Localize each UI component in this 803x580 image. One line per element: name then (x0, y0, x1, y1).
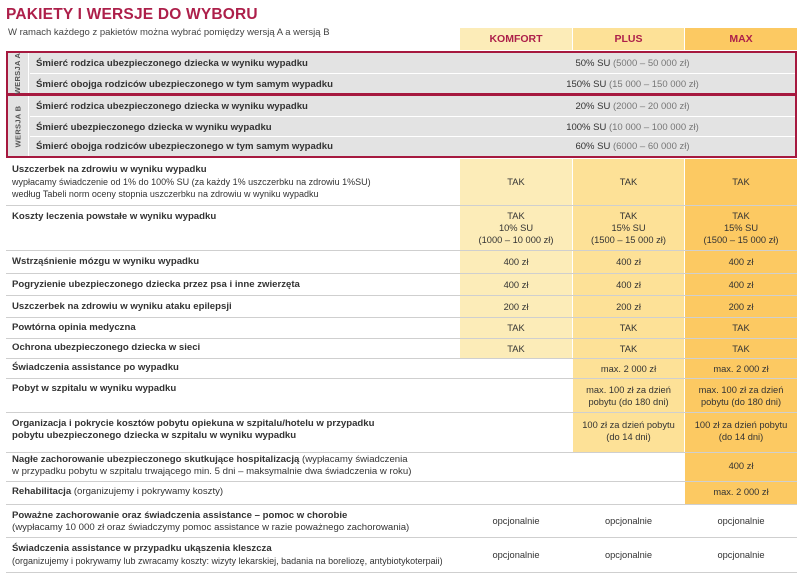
table-cell: opcjonalnie (717, 516, 765, 526)
table-cell: max. 2 000 zł (713, 487, 769, 497)
table-cell: TAK 10% SU (1000 – 10 000 zł) (478, 211, 554, 245)
row-title: Pobyt w szpitalu w wyniku wypadku (12, 383, 177, 394)
table-cell: 400 zł (503, 257, 529, 267)
table-cell: max. 100 zł za dzień pobytu (do 180 dni) (586, 384, 671, 407)
row-title: Rehabilitacja (organizujemy i pokrywamy koszty) (12, 486, 224, 497)
row-title: Wstrząśnienie mózgu w wyniku wypadku (12, 256, 200, 267)
row-title: Nagłe zachorowanie ubezpieczonego skutkujące hospitalizacją (wypłacamy świadczenia (12, 454, 408, 465)
row-title: Uszczerbek na zdrowiu w wyniku wypadku (12, 164, 207, 175)
version-b-row (30, 137, 795, 156)
table-cell: max. 100 zł za dzień pobytu (do 180 dni) (698, 384, 784, 407)
table-cell: TAK (619, 343, 638, 354)
version-row-label: Śmierć obojga rodziców ubezpieczonego w tym samym wypadku (36, 141, 333, 152)
table-cell: opcjonalnie (492, 516, 540, 526)
table-cell: 400 zł (616, 279, 641, 290)
table-cell: opcjonalnie (604, 550, 653, 560)
table-cell: 200 zł (728, 301, 754, 312)
row-title: Organizacja i pokrycie kosztów pobytu opiekuna w szpitalu/hotelu w przypadku (12, 418, 375, 429)
version-b-label: WERSJA B (13, 105, 23, 147)
row-desc: (wypłacamy 10 000 zł oraz świadczymy pomoc assistance w razie poważnego zachorowania) (12, 522, 410, 533)
table-cell: 100 zł za dzień pobytu (do 14 dni) (582, 420, 675, 442)
row-title: Świadczenia assistance po wypadku (12, 362, 179, 373)
table-cell: opcjonalnie (492, 550, 540, 560)
row-title: Świadczenia assistance w przypadku ukąszenia kleszcza (12, 543, 272, 554)
column-header-komfort: KOMFORT (460, 28, 572, 50)
column-header-max: MAX (685, 28, 797, 50)
table-cell: 400 zł (728, 279, 754, 290)
row-title: pobytu ubezpieczonego dziecka w szpitalu w wyniku wypadku (12, 430, 297, 441)
version-row-value: 60% SU (6000 – 60 000 zł) (575, 141, 690, 152)
row-title: Pogryzienie ubezpieczonego dziecka przez psa i inne zwierzęta (12, 279, 300, 290)
table-cell: TAK (619, 323, 638, 333)
column-header-plus: PLUS (573, 28, 684, 50)
row-title: Koszty leczenia powstałe w wyniku wypadku (12, 211, 217, 222)
row-title: Powtórna opinia medyczna (12, 322, 136, 333)
table-cell: opcjonalnie (604, 516, 653, 526)
table-cell: 200 zł (503, 301, 529, 312)
row-desc: wypłacamy świadczenie od 1% do 100% SU (za każdy 1% uszczerbku na zdrowiu 1%SU) (12, 177, 371, 187)
version-row-value: 100% SU (10 000 – 100 000 zł) (566, 122, 699, 133)
version-row-value: 20% SU (2000 – 20 000 zł) (575, 101, 690, 112)
table-cell: max. 2 000 zł (600, 363, 657, 374)
page-subtitle: W ramach każdego z pakietów można wybrać pomiędzy wersją A a wersją B (8, 27, 330, 38)
table-cell: TAK (619, 177, 638, 187)
row-title: Uszczerbek na zdrowiu w wyniku ataku epilepsji (12, 301, 232, 312)
table-cell: opcjonalnie (717, 550, 765, 560)
table-cell: TAK (507, 343, 525, 354)
table-cell: 100 zł za dzień pobytu (do 14 dni) (694, 420, 788, 442)
version-b-box (6, 94, 797, 158)
version-b-row (30, 96, 795, 117)
table-cell: 400 zł (503, 279, 529, 290)
page-title: PAKIETY I WERSJE DO WYBORU (6, 6, 258, 23)
table-cell: max. 2 000 zł (713, 363, 769, 374)
version-row-label: Śmierć rodzica ubezpieczonego dziecka w wyniku wypadku (36, 101, 308, 112)
table-cell: 400 zł (616, 257, 641, 267)
version-row-value: 150% SU (15 000 – 150 000 zł) (566, 79, 699, 90)
version-row-label: Śmierć obojga rodziców ubezpieczonego w tym samym wypadku (36, 79, 333, 90)
row-desc: (organizujemy i pokrywamy lub zwracamy koszty: wizyty lekarskiej, badania na boreliozę, antybiotykoterpaii) (12, 556, 443, 566)
table-cell: 200 zł (616, 301, 641, 312)
table-cell: TAK (732, 323, 750, 333)
version-a-row (30, 74, 795, 95)
table-cell: TAK (732, 343, 750, 354)
version-row-value: 50% SU (5000 – 50 000 zł) (575, 58, 690, 69)
version-a-box (6, 51, 797, 95)
version-a-row (30, 53, 795, 74)
table-cell: TAK (732, 177, 750, 187)
table-row (6, 453, 797, 481)
table-cell: TAK (507, 177, 525, 187)
row-desc: według Tabeli norm oceny stopnia uszczerbku na zdrowiu w wyniku wypadku (12, 189, 319, 199)
row-title: Poważne zachorowanie oraz świadczenia assistance – pomoc w chorobie (12, 510, 348, 521)
row-desc: w przypadku pobytu w szpitalu trwającego min. 5 dni – maksymalnie dwa świadczenia w roku) (12, 466, 412, 477)
row-title: Ochrona ubezpieczonego dziecka w sieci (12, 342, 201, 353)
table-cell: TAK (507, 323, 525, 333)
version-b-row (30, 117, 795, 138)
table-cell: 400 zł (728, 461, 754, 471)
table-cell: 400 zł (728, 257, 754, 267)
version-row-label: Śmierć rodzica ubezpieczonego dziecka w wyniku wypadku (36, 58, 308, 69)
table-cell: TAK 15% SU (1500 – 15 000 zł) (703, 211, 779, 245)
table-row (6, 482, 797, 502)
table-cell: TAK 15% SU (1500 – 15 000 zł) (591, 211, 666, 245)
version-row-label: Śmierć ubezpieczonego dziecka w wyniku wypadku (36, 122, 272, 133)
version-a-label: WERSJA A (13, 52, 23, 94)
